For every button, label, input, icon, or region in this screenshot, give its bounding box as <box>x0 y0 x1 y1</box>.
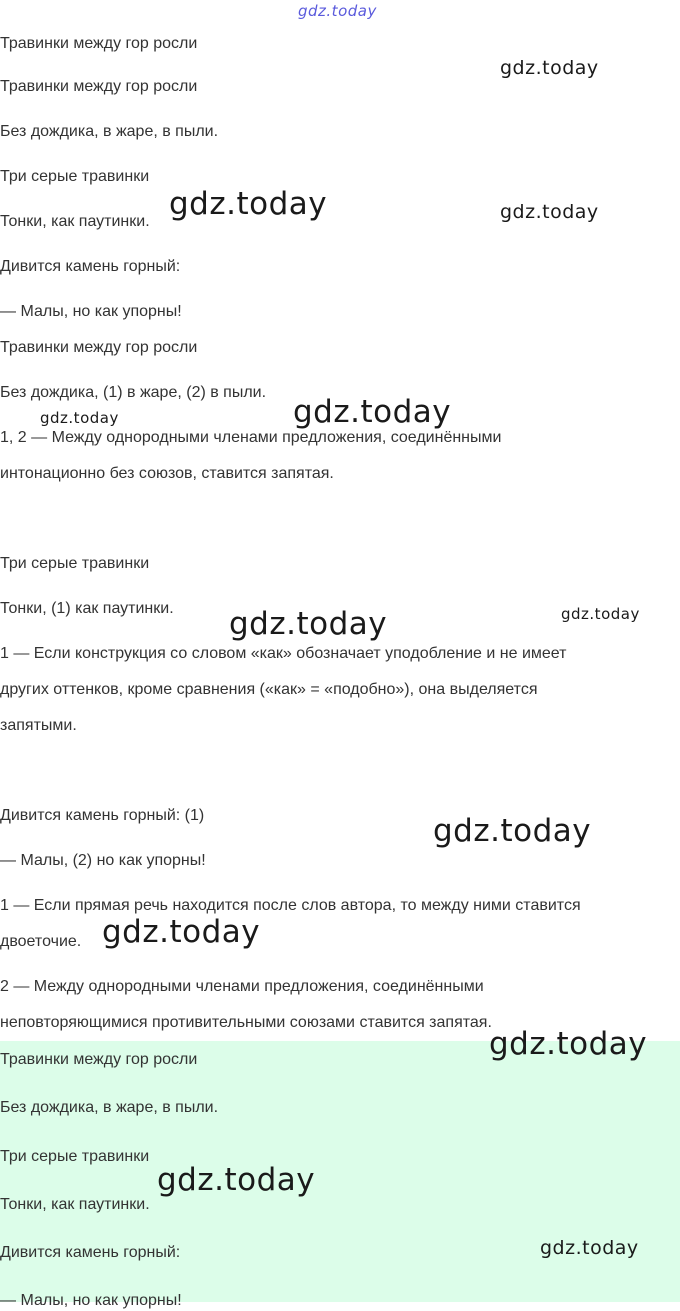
watermark: gdz.today <box>229 606 388 642</box>
watermark: gdz.today <box>40 409 119 427</box>
text-line: Травинки между гор росли <box>0 35 198 52</box>
text-line: Тонки, как паутинки. <box>0 213 150 230</box>
text-line: двоеточие. <box>0 933 82 950</box>
header-watermark: gdz.today <box>298 2 377 20</box>
text-line: Травинки между гор росли <box>0 339 198 356</box>
watermark: gdz.today <box>540 1237 639 1259</box>
text-line: интонационно без союзов, ставится запятая. <box>0 465 334 482</box>
text-line: других оттенков, кроме сравнения («как» = «подобно»), она выделяется <box>0 681 538 698</box>
watermark: gdz.today <box>169 186 328 222</box>
highlight-line: Три серые травинки <box>0 1148 150 1165</box>
text-line: Тонки, (1) как паутинки. <box>0 600 174 617</box>
highlight-line: Тонки, как паутинки. <box>0 1196 150 1213</box>
watermark: gdz.today <box>500 57 599 79</box>
watermark: gdz.today <box>293 394 452 430</box>
watermark: gdz.today <box>433 813 592 849</box>
watermark: gdz.today <box>102 914 261 950</box>
text-line: Три серые травинки <box>0 555 150 572</box>
text-line: 2 — Между однородными членами предложения, соединёнными <box>0 978 484 995</box>
watermark: gdz.today <box>489 1026 648 1062</box>
text-line: 1, 2 — Между однородными членами предложения, соединёнными <box>0 429 502 446</box>
watermark: gdz.today <box>157 1162 316 1198</box>
watermark: gdz.today <box>500 201 599 223</box>
text-line: Дивится камень горный: <box>0 258 181 275</box>
text-line: 1 — Если конструкция со словом «как» обозначает уподобление и не имеет <box>0 645 567 662</box>
text-line: — Малы, но как упорны! <box>0 303 182 320</box>
text-line: Травинки между гор росли <box>0 78 198 95</box>
text-line: запятыми. <box>0 717 77 734</box>
text-line: 1 — Если прямая речь находится после слов автора, то между ними ставится <box>0 897 581 914</box>
text-line: Без дождика, в жаре, в пыли. <box>0 123 219 140</box>
text-line: — Малы, (2) но как упорны! <box>0 852 206 869</box>
text-line: Три серые травинки <box>0 168 150 185</box>
text-line: неповторяющимися противительными союзами ставится запятая. <box>0 1014 492 1031</box>
watermark: gdz.today <box>561 605 640 623</box>
text-line: Дивится камень горный: (1) <box>0 807 205 824</box>
highlight-line: Без дождика, в жаре, в пыли. <box>0 1099 219 1116</box>
highlight-line: Дивится камень горный: <box>0 1244 181 1261</box>
highlight-line: Травинки между гор росли <box>0 1051 198 1068</box>
highlight-line: — Малы, но как упорны! <box>0 1292 182 1309</box>
text-line: Без дождика, (1) в жаре, (2) в пыли. <box>0 384 267 401</box>
